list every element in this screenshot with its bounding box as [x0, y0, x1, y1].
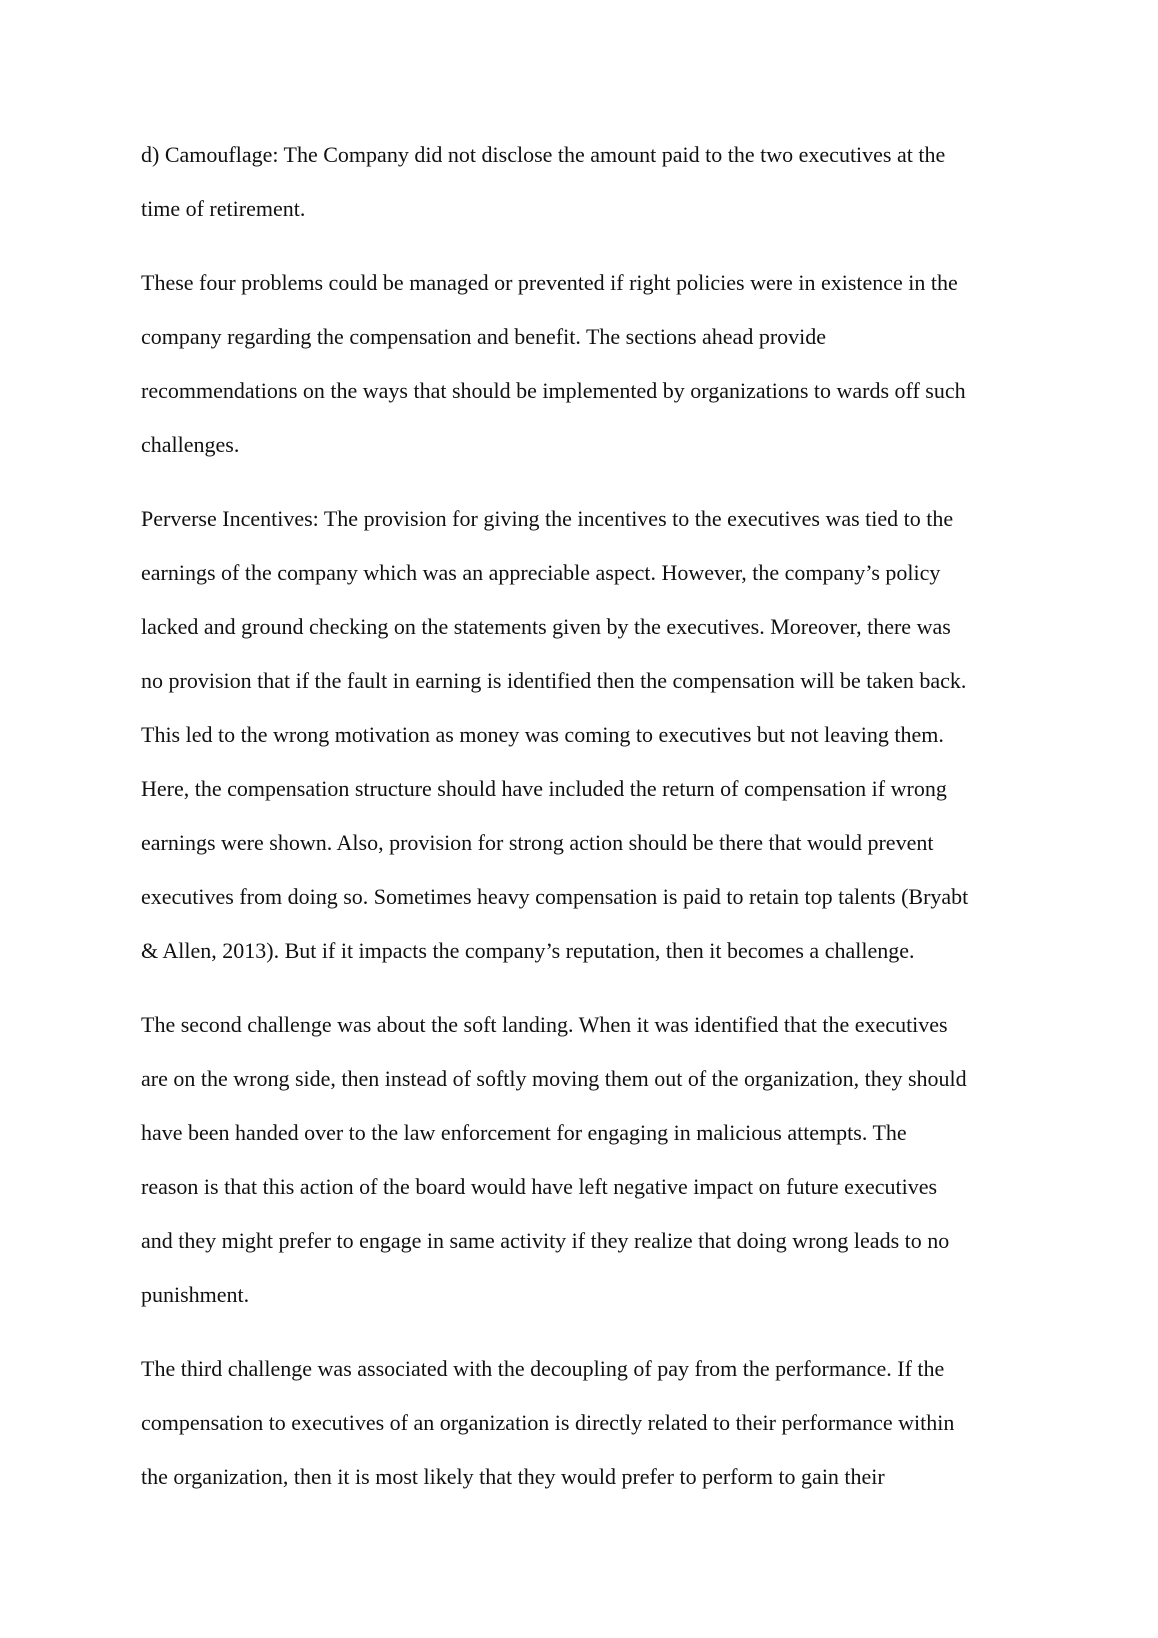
paragraph-soft-landing [141, 998, 1031, 1322]
text-line: Perverse Incentives: The provision for giving the incentives to the executives was tied to the [141, 506, 954, 531]
text-line: compensation to executives of an organization is directly related to their performance within [141, 1410, 955, 1435]
text-line: These four problems could be managed or prevented if right policies were in existence in the [141, 270, 958, 295]
text-line: challenges. [141, 432, 240, 457]
text-line: & Allen, 2013). But if it impacts the company’s reputation, then it becomes a challenge. [141, 938, 915, 963]
paragraph-decoupling [141, 1342, 1031, 1504]
document-body [141, 128, 1031, 1524]
text-line: time of retirement. [141, 196, 306, 221]
text-line: are on the wrong side, then instead of softly moving them out of the organization, they should [141, 1066, 967, 1091]
text-line: the organization, then it is most likely that they would prefer to perform to gain their [141, 1464, 885, 1489]
paragraph-four-problems [141, 256, 1031, 472]
text-line: have been handed over to the law enforcement for engaging in malicious attempts. The [141, 1120, 907, 1145]
text-line: no provision that if the fault in earning is identified then the compensation will be taken back. [141, 668, 967, 693]
text-line: earnings were shown. Also, provision for strong action should be there that would prevent [141, 830, 934, 855]
text-line: punishment. [141, 1282, 250, 1307]
text-line: This led to the wrong motivation as money was coming to executives but not leaving them. [141, 722, 944, 747]
text-line: reason is that this action of the board would have left negative impact on future executives [141, 1174, 938, 1199]
text-line: lacked and ground checking on the statements given by the executives. Moreover, there was [141, 614, 951, 639]
text-line: company regarding the compensation and benefit. The sections ahead provide [141, 324, 827, 349]
text-line: Here, the compensation structure should have included the return of compensation if wrong [141, 776, 947, 801]
paragraph-camouflage [141, 128, 1031, 236]
text-line: The second challenge was about the soft landing. When it was identified that the executives [141, 1012, 948, 1037]
paragraph-perverse-incentives [141, 492, 1031, 978]
text-line: The third challenge was associated with the decoupling of pay from the performance. If the [141, 1356, 945, 1381]
text-line: recommendations on the ways that should be implemented by organizations to wards off such [141, 378, 966, 403]
text-line: executives from doing so. Sometimes heavy compensation is paid to retain top talents (Bryabt [141, 884, 969, 909]
text-line: d) Camouflage: The Company did not disclose the amount paid to the two executives at the [141, 142, 946, 167]
text-line: and they might prefer to engage in same activity if they realize that doing wrong leads to no [141, 1228, 950, 1253]
text-line: earnings of the company which was an appreciable aspect. However, the company’s policy [141, 560, 941, 585]
